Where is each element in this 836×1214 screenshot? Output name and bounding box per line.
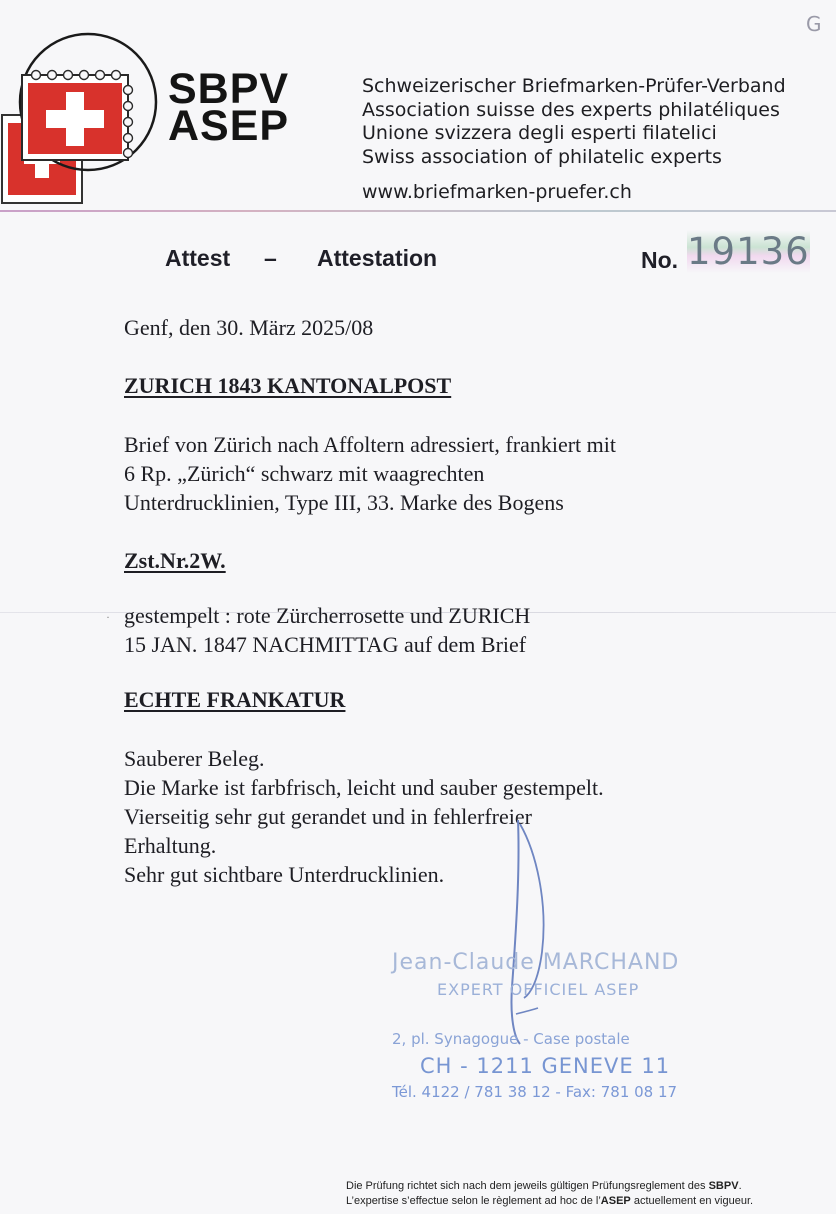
certificate-number: 19136 (687, 230, 810, 273)
subject-heading: ZURICH 1843 KANTONALPOST (124, 373, 452, 398)
description-line: Brief von Zürich nach Affoltern adressiert, frankiert mit (124, 432, 616, 457)
association-name-fr: Association suisse des experts philatéliques (362, 98, 780, 121)
description-line: 6 Rp. „Zürich“ schwarz mit waagrechten (124, 461, 485, 486)
expert-stamp-phone: Tél. 4122 / 781 38 12 - Fax: 781 08 17 (392, 1083, 678, 1101)
association-name-de: Schweizerischer Briefmarken-Prüfer-Verband (362, 75, 786, 97)
footer-line-fr: L’expertise s’effectue selon le règlement ad hoc de l’ASEP actuellement en vigueur. (346, 1194, 754, 1207)
header-divider (0, 210, 836, 212)
title-attest: Attest (165, 245, 231, 271)
cancellation-line: gestempelt : rote Zürcherrosette und ZURICH (124, 603, 531, 628)
title-dash: – (264, 245, 277, 271)
remark-line: Sauberer Beleg. (124, 746, 265, 771)
signature-icon (490, 812, 560, 1052)
certificate-number-label: No. (641, 247, 679, 273)
verdict-heading: ECHTE FRANKATUR (124, 687, 346, 712)
date-line: Genf, den 30. März 2025/08 (124, 315, 374, 340)
fold-mark: · (106, 610, 110, 624)
footer-line-de: Die Prüfung richtet sich nach dem jeweils gültigen Prüfungsreglement des SBPV. (346, 1180, 742, 1192)
description-line: Unterdrucklinien, Type III, 33. Marke des Bogens (124, 490, 564, 515)
title-attestation: Attestation (317, 245, 438, 271)
website-url: www.briefmarken-pruefer.ch (362, 181, 632, 203)
association-names (362, 75, 786, 169)
expert-stamp-title: EXPERT OFFICIEL ASEP (437, 980, 640, 999)
remark-line: Vierseitig sehr gut gerandet und in fehlerfreier (124, 804, 532, 829)
catalog-number: Zst.Nr.2W. (124, 548, 226, 573)
sbpv-logo-icon (0, 20, 165, 205)
cancellation-line: 15 JAN. 1847 NACHMITTAG auf dem Brief (124, 632, 527, 657)
remark-line: Die Marke ist farbfrisch, leicht und sauber gestempelt. (124, 775, 604, 800)
remark-line: Erhaltung. (124, 833, 217, 858)
footer-note (346, 1179, 753, 1208)
association-name-en: Swiss association of philatelic experts (362, 145, 722, 168)
brand-sbpv: SBPV (168, 65, 290, 113)
corner-mark: G (806, 12, 822, 36)
brand-logotype (168, 65, 290, 150)
expert-stamp-name: Jean-Claude MARCHAND (392, 950, 680, 975)
remark-line: Sehr gut sichtbare Unterdrucklinien. (124, 862, 445, 887)
expert-stamp-city: CH - 1211 GENEVE 11 (420, 1054, 671, 1078)
expert-stamp-address: 2, pl. Synagogue - Case postale (392, 1030, 630, 1048)
association-name-it: Unione svizzera degli esperti filatelici (362, 122, 717, 144)
brand-asep: ASEP (168, 102, 290, 150)
